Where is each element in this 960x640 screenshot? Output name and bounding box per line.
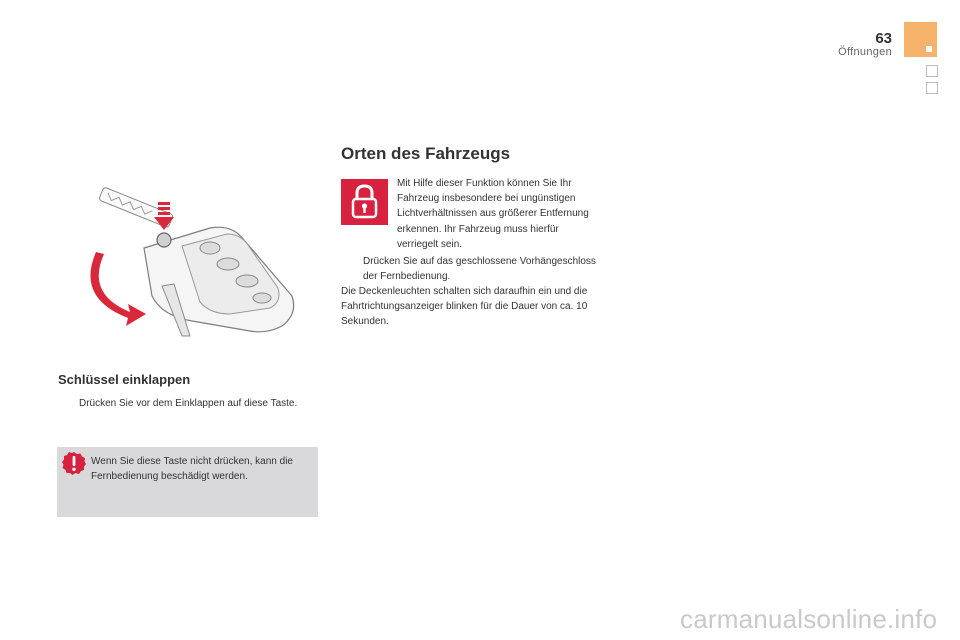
exclamation-warning-icon (62, 451, 86, 475)
fold-arrow (90, 252, 146, 326)
schluessel-instruction: Drücken Sie vor dem Einklappen auf diese Taste. (79, 398, 298, 409)
watermark: carmanualsonline.info (680, 604, 938, 634)
chapter-tab[interactable] (926, 65, 938, 77)
section-heading-orten: Orten des Fahrzeugs (341, 144, 511, 163)
orten-intro-text: Mit Hilfe dieser Funktion können Sie Ihr Fahrzeug insbesondere bei ungünstigen Lichtverhältnissen aus größerer Entfernung erkennen. Ihr Fahrzeug muss hierfür verriegelt sein. (397, 178, 589, 250)
chapter-tab-active[interactable] (904, 22, 937, 57)
orten-instruction: Drücken Sie auf das geschlossene Vorhängeschloss der Fernbedienung. (363, 256, 596, 283)
tab-marker (926, 46, 932, 52)
key-fob-illustration (82, 186, 312, 341)
orten-result-text: Die Deckenleuchten schalten sich daraufhin ein und die Fahrtrichtungsanzeiger blinken für die Dauer von ca. 10 Sekunden. (341, 286, 588, 328)
release-button (157, 233, 171, 247)
section-title: Öffnungen (838, 46, 892, 58)
chapter-tab[interactable] (926, 82, 938, 94)
section-heading-schluessel: Schlüssel einklappen (58, 372, 191, 387)
warning-text: Wenn Sie diese Taste nicht drücken, kann die Fernbedienung beschädigt werden. (91, 456, 293, 483)
padlock-closed-icon (341, 179, 388, 225)
page-number: 63 (875, 30, 892, 47)
